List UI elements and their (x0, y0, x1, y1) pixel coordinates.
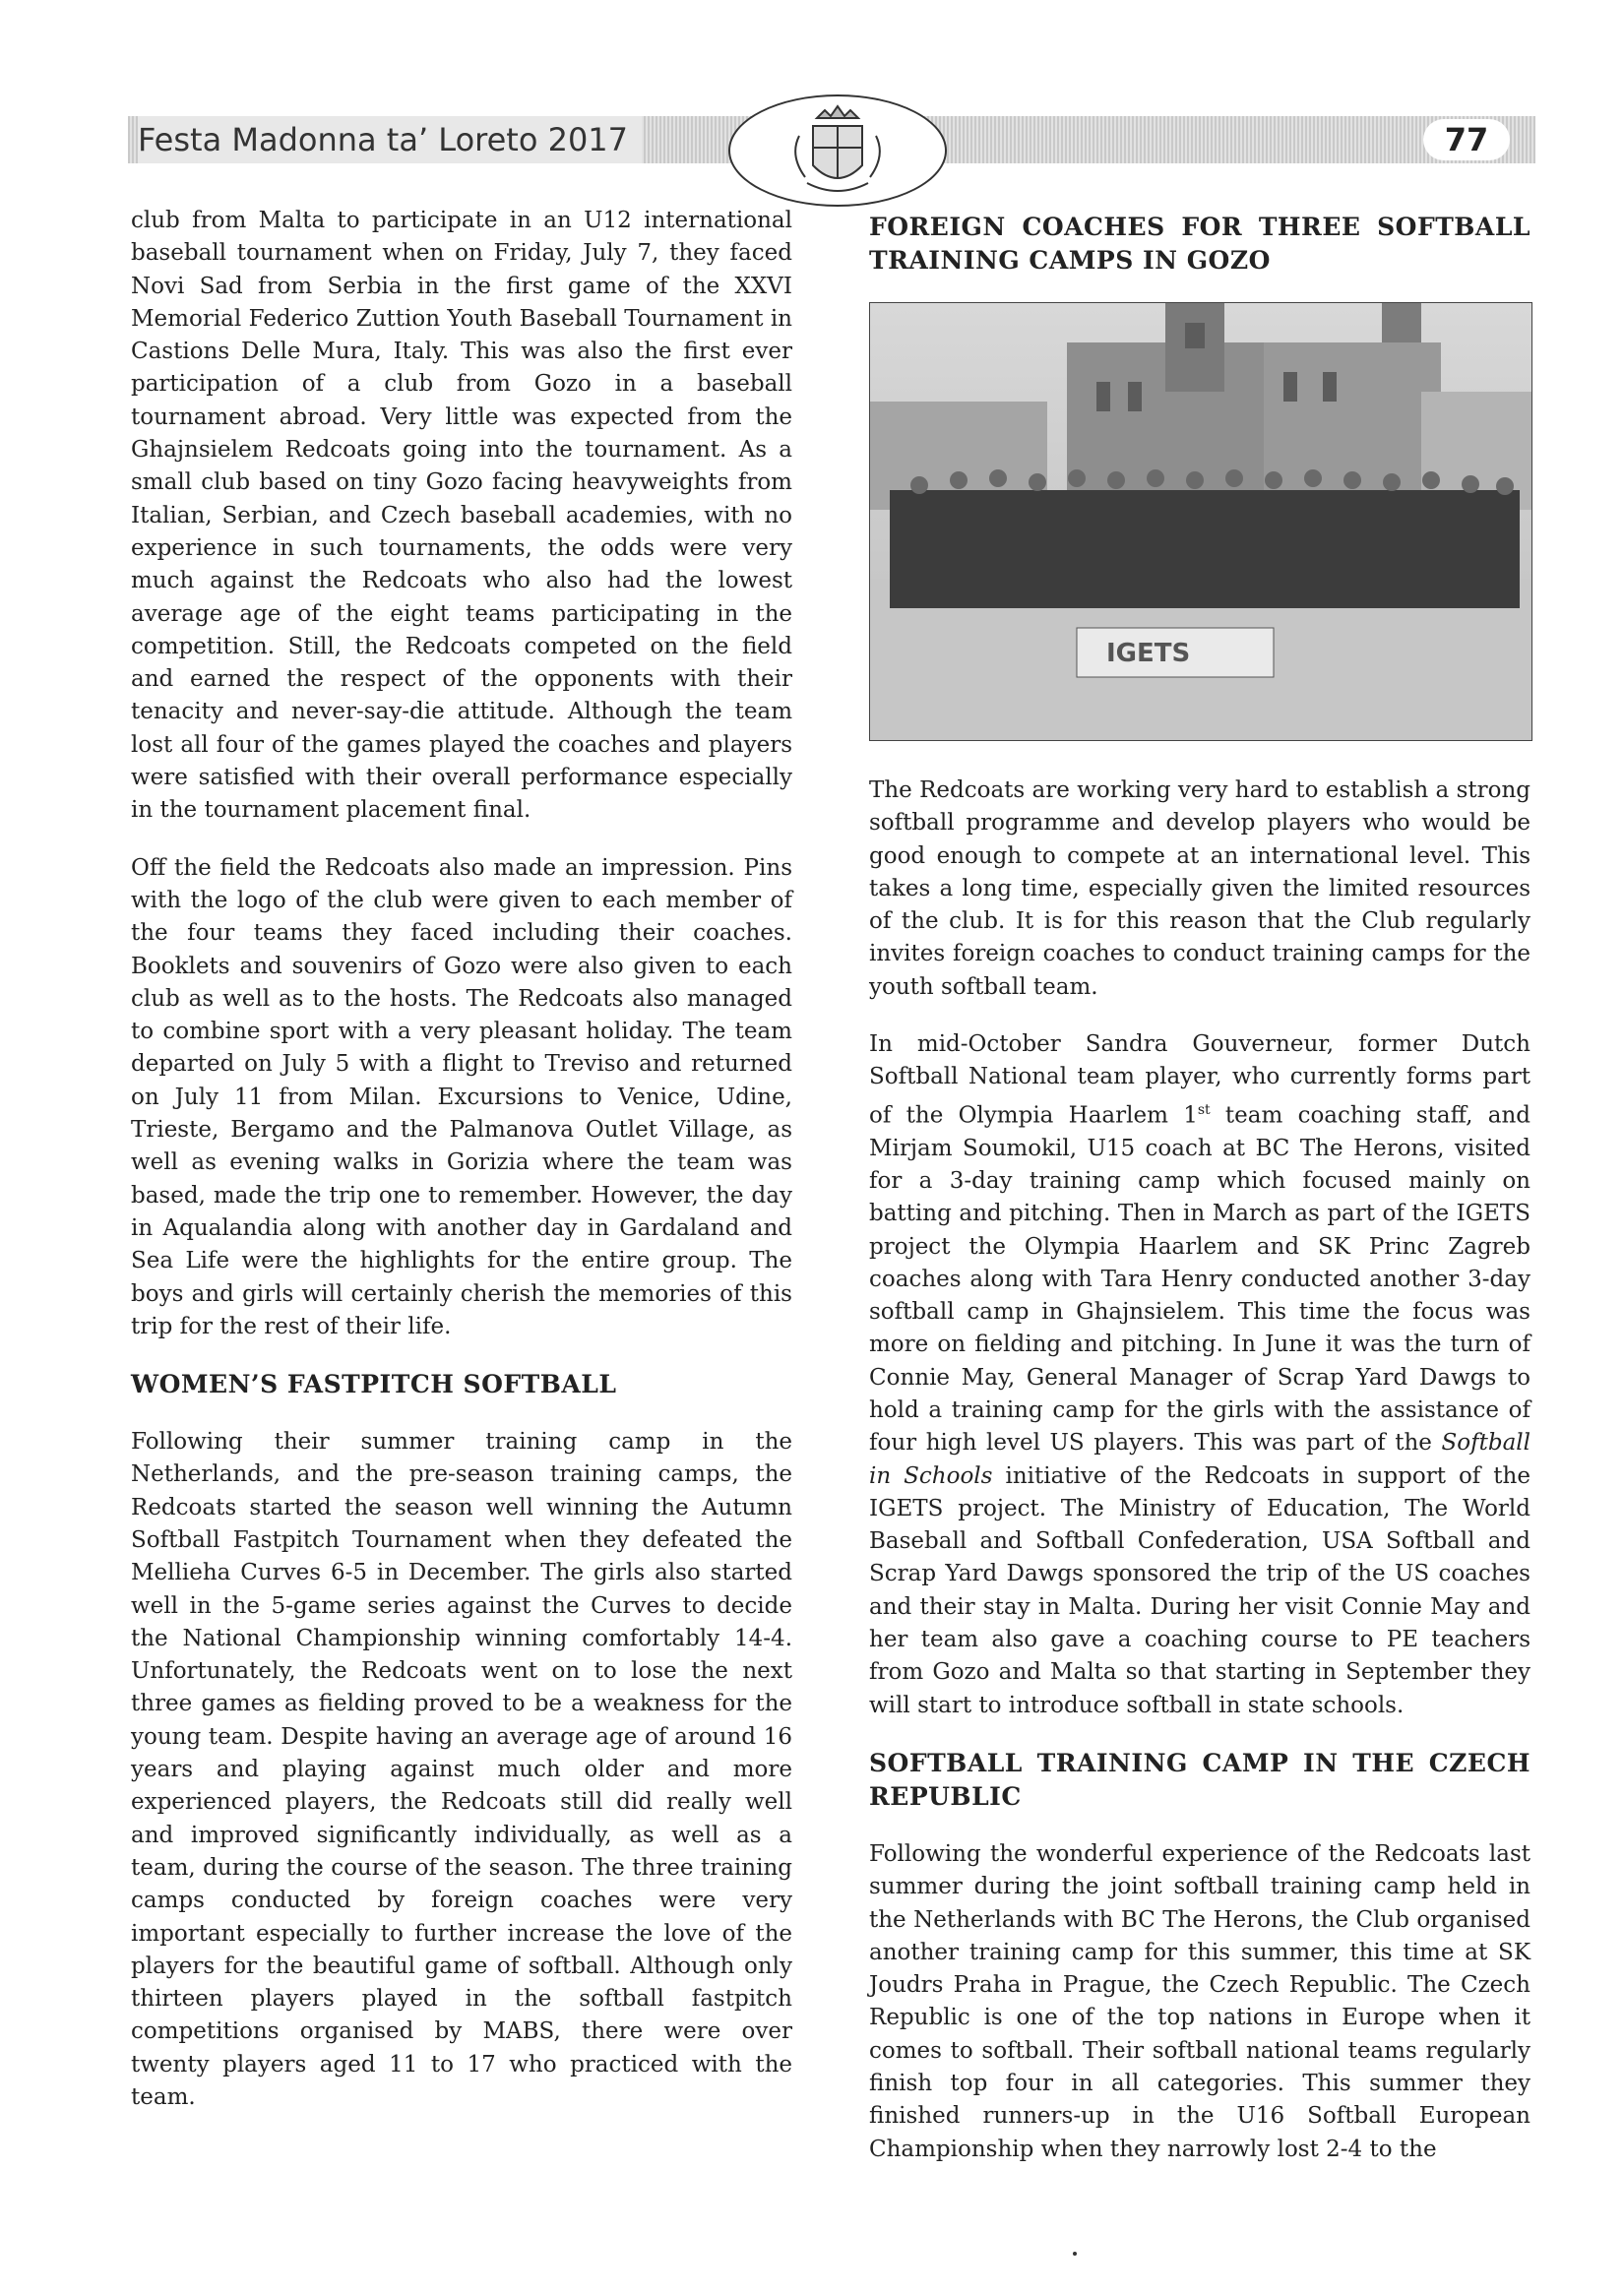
section-heading: SOFTBALL TRAINING CAMP IN THE CZECH REPUBLIC (869, 1748, 1530, 1811)
ordinal-suffix: st (1197, 1101, 1211, 1118)
section-heading: WOMEN’S FASTPITCH SOFTBALL (131, 1370, 617, 1399)
paragraph: Following their summer training camp in the Netherlands, and the pre-season training camps, the Redcoats started the season well winning the Autumn Softball Fastpitch Tournament when they defeated the Mellieha Curves 6-5 in December. The girls also started well in the 5-game series against the Curves to decide the National Championship winning comfortably 14-4. Unfortunately, the Redcoats went on to lose the next three games as fielding proved to be a weakness for the young team. Despite having an average age of around 16 years and playing against much older and more experienced players, the Redcoats still did really well and improved significantly individually, as well as a team, during the course of the season. The three training camps conducted by foreign coaches were very important especially to further increase the love of the players for the beautiful game of softball. Although only thirteen players played in the softball fastpitch competitions organised by MABS, there were over twenty players aged 11 to 17 who practiced with the team. (131, 1429, 792, 2111)
crest-icon (730, 96, 945, 205)
paragraph: Following the wonderful experience of the Redcoats last summer during the joint softball training camp held in the Netherlands with BC The Herons, the Club organised another training camp for this summer, this time at SK Joudrs Praha in Prague, the Czech Republic. The Czech Republic is one of the top nations in Europe when it comes to softball. Their softball national teams regularly finish top four in all categories. This summer they finished runners-up in the U16 Softball European Championship when they narrowly lost 2-4 to the (869, 1840, 1530, 2162)
running-header-title: Festa Madonna ta’ Loreto 2017 (138, 116, 642, 163)
photo-banner-text: IGETS (1106, 639, 1191, 668)
page-number: 77 (1407, 116, 1526, 163)
left-column (131, 205, 792, 2139)
paragraph: Off the field the Redcoats also made an impression. Pins with the logo of the club were given to each member of the four teams they faced including their coaches. Booklets and souvenirs of Gozo were also given to each club as well as to the hosts. The Redcoats also managed to combine sport with a very pleasant holiday. The team departed on July 5 with a flight to Treviso and returned on July 11 from Milan. Excursions to Venice, Udine, Trieste, Bergamo and the Palmanova Outlet Village, as well as evening walks in Gorizia where the team was based, made the trip one to remember. However, the day in Aqualandia along with another day in Gardaland and Sea Life were the highlights for the entire group. The boys and girls will certainly cherish the memories of this trip for the rest of their life. (131, 854, 792, 1339)
paragraph: club from Malta to participate in an U12 international baseball tournament when on Friday, July 7, they faced Novi Sad from Serbia in the first game of the XXVI Memorial Federico Zuttion Youth Baseball Tournament in Castions Delle Mura, Italy. This was also the first ever participation of a club from Gozo in a baseball tournament abroad. Very little was expected from the Ghajnsielem Redcoats going into the tournament. As a small club based on tiny Gozo facing heavyweights from Italian, Serbian, and Czech baseball academies, with no experience in such tournaments, the odds were very much against the Redcoats who also had the lowest average age of the eight teams participating in the competition. Still, the Redcoats competed on the field and earned the respect of the opponents with their tenacity and never-say-die attitude. Although the team lost all four of the games played the coaches and players were satisfied with their overall performance especially in the tournament placement final. (131, 208, 792, 824)
page-mark (1073, 2252, 1077, 2256)
right-column (869, 205, 1530, 2191)
initiative-name: Softball in Schools (869, 1430, 1530, 1489)
paragraph: In mid-October Sandra Gouverneur, former Dutch Softball National team player, who currently forms part of the Olympia Haarlem 1st team coaching staff, and Mirjam Soumokil, U15 coach at BC The Herons, visited for a 3-day training camp which focused mainly on batting and pitching. Then in March as part of the IGETS project the Olympia Haarlem and SK Princ Zagreb coaches along with Tara Henry conducted another 3-day softball camp in Ghajnsielem. This time the focus was more on fielding and pitching. In June it was the turn of Connie May, General Manager of Scrap Yard Dawgs to hold a training camp for the girls with the assistance of four high level US players. This was part of the Softball in Schools initiative of the Redcoats in support of the IGETS project. The Ministry of Education, The World Baseball and Softball Confederation, USA Softball and Scrap Yard Dawgs sponsored the trip of the US coaches and their stay in Malta. During her visit Connie May and her team also gave a coaching course to PE teachers from Gozo and Malta so that starting in September they will start to introduce softball in state schools. (869, 1031, 1530, 1718)
coat-of-arms-emblem (728, 94, 947, 207)
paragraph: The Redcoats are working very hard to establish a strong softball programme and develop players who would be good enough to compete at an international level. This takes a long time, especially given the limited resources of the club. It is for this reason that the Club regularly invites foreign coaches to conduct training camps for the youth softball team. (869, 777, 1530, 1000)
section-heading: FOREIGN COACHES FOR THREE SOFTBALL TRAINING CAMPS IN GOZO (869, 213, 1530, 275)
team-group-photo (869, 302, 1532, 741)
